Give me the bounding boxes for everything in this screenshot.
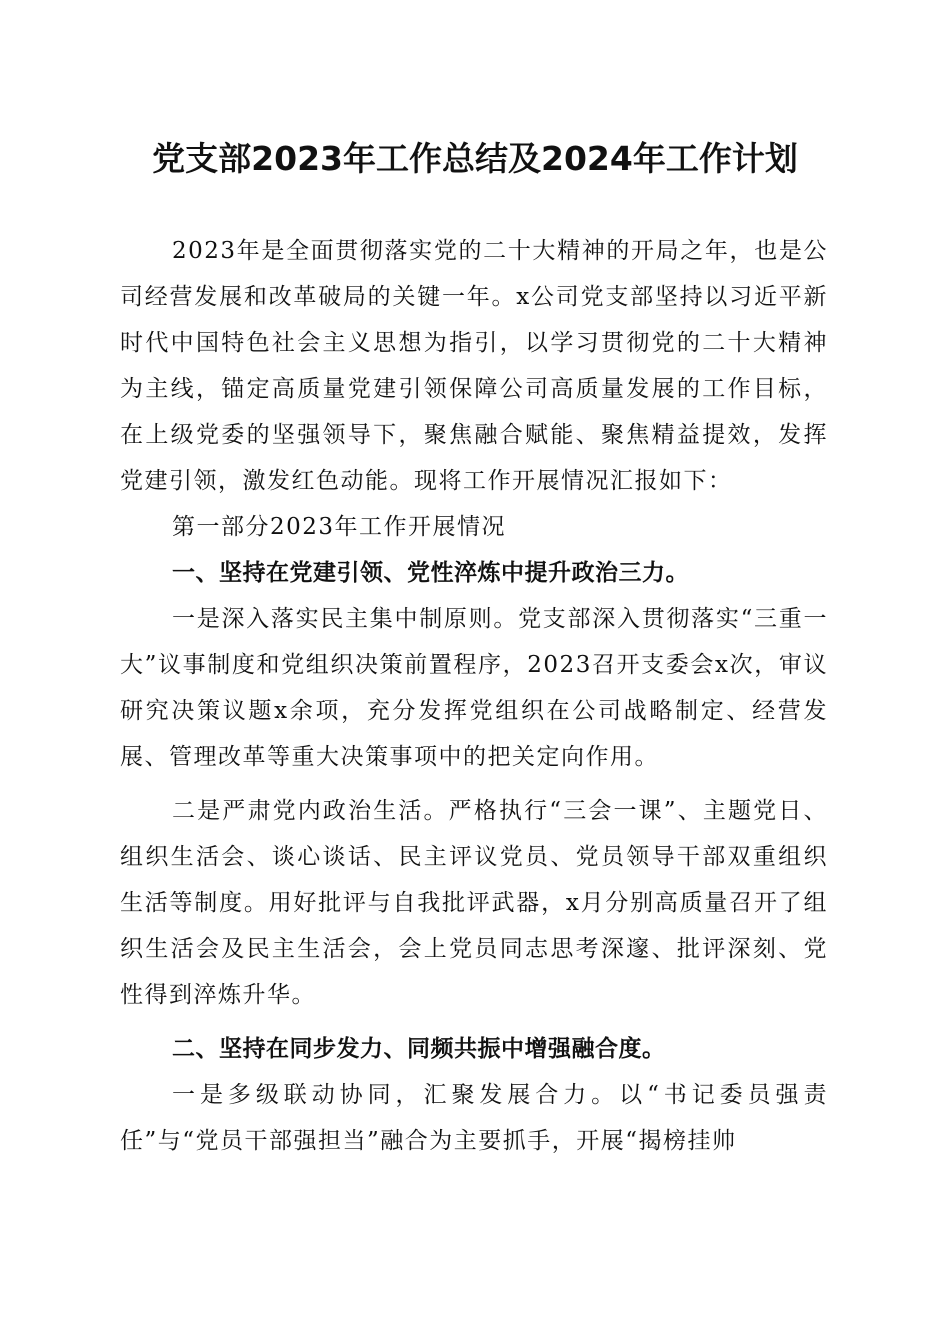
- document-title: 党支部2023年工作总结及2024年工作计划: [152, 139, 798, 178]
- paragraph-gap: [120, 1018, 828, 1026]
- section-one-heading: 一、坚持在党建引领、党性淬炼中提升政治三力。: [172, 560, 689, 586]
- section-two-heading: 二、坚持在同步发力、同频共振中增强融合度。: [172, 1036, 666, 1062]
- intro-paragraph: 2023年是全面贯彻落实党的二十大精神的开局之年，也是公司经营发展和改革破局的关键一年。x公司党支部坚持以习近平新时代中国特色社会主义思想为指引，以学习贯彻党的二十大精神为主线，锚定高质量党建引领保障公司高质量发展的工作目标，在上级党委的坚强领导下，聚焦融合赋能、聚焦精益提效，发挥党建引领，激发红色动能。现将工作开展情况汇报如下：: [120, 238, 828, 494]
- part-one-heading: 第一部分2023年工作开展情况: [172, 514, 507, 540]
- document-body: [120, 228, 828, 1164]
- section-one-paragraph-2: 二是严肃党内政治生活。严格执行“三会一课”、主题党日、组织生活会、谈心谈话、民主评议党员、党员领导干部双重组织生活等制度。用好批评与自我批评武器，x月分别高质量召开了组织生活会及民主生活会，会上党员同志思考深邃、批评深刻、党性得到淬炼升华。: [120, 798, 828, 1008]
- section-two-paragraph-1: 一是多级联动协同，汇聚发展合力。以“书记委员强责任”与“党员干部强担当”融合为主要抓手，开展“揭榜挂帅: [120, 1082, 828, 1154]
- paragraph-gap: [120, 780, 828, 788]
- section-one-paragraph-1: 一是深入落实民主集中制原则。党支部深入贯彻落实“三重一大”议事制度和党组织决策前置程序，2023召开支委会x次，审议研究决策议题x余项，充分发挥党组织在公司战略制定、经营发展、管理改革等重大决策事项中的把关定向作用。: [120, 606, 828, 770]
